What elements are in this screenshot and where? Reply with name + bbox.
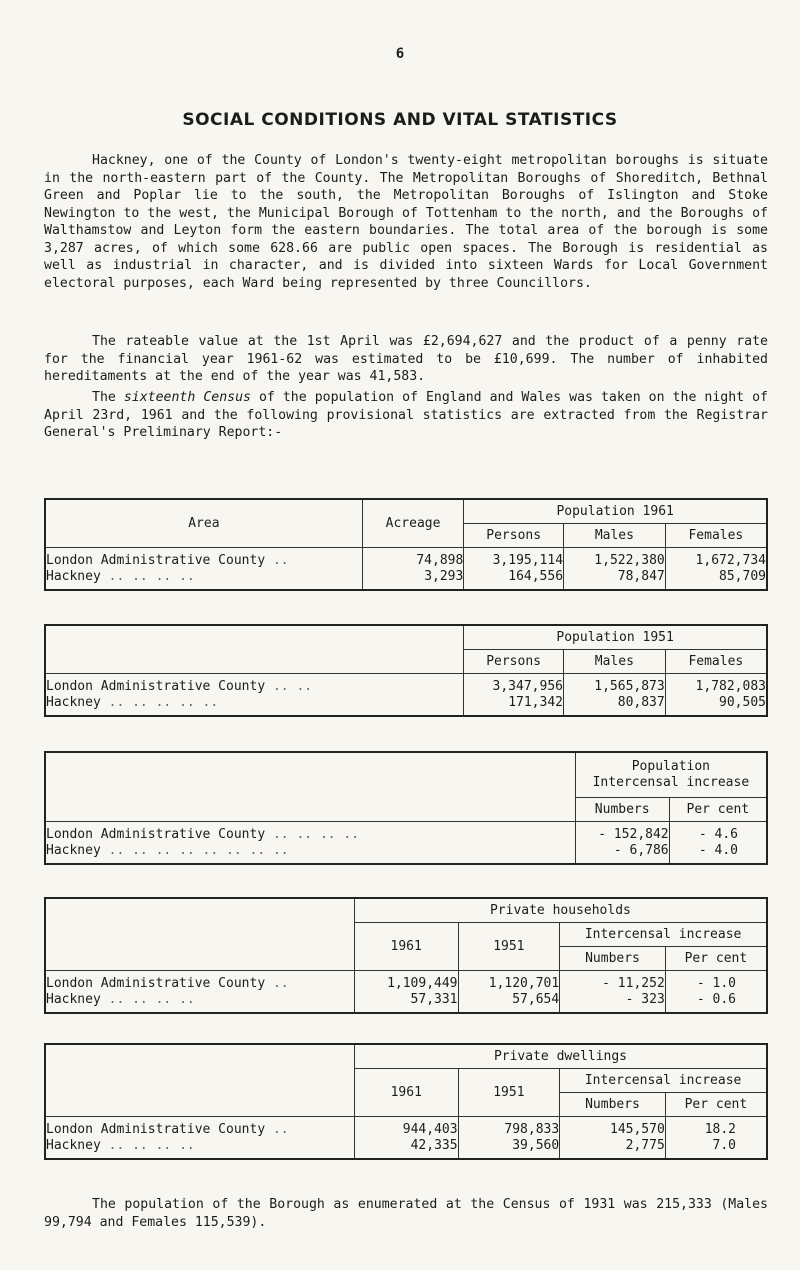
- population-1961-table: [44, 498, 768, 591]
- population-1951-table: [44, 624, 768, 717]
- page-number: 6: [395, 46, 405, 62]
- values-1961: 944,403 42,335: [354, 1117, 458, 1160]
- rateable-value-paragraph: The rateable value at the 1st April was £2,694,627 and the product of a penny rate for the financial year 1961-62 was estimated to be £10,699. The number of inhabited hereditaments at the end of the year was 41,583.: [44, 334, 768, 384]
- persons-values: 3,195,114 164,556: [464, 548, 564, 591]
- header-1951: 1951: [458, 923, 560, 971]
- males-values: 1,522,380 78,847: [564, 548, 666, 591]
- header-numbers: Numbers: [575, 798, 669, 822]
- header-population-1951: Population 1951: [464, 625, 767, 650]
- header-blank: [45, 898, 354, 971]
- header-intercensal-increase: Intercensal increase: [560, 1069, 767, 1093]
- header-population-intercensal: Population Intercensal increase: [575, 752, 767, 798]
- header-females: Females: [665, 524, 767, 548]
- values-1951: 1,120,701 57,654: [458, 971, 560, 1014]
- per-cent-values: - 4.6 - 4.0: [669, 822, 767, 865]
- row-labels: London Administrative County .. .. .. .. Hackney .. .. .. .. .. .. .. ..: [45, 822, 575, 865]
- header-1961: 1961: [354, 923, 458, 971]
- header-numbers: Numbers: [560, 1093, 666, 1117]
- header-population-1961: Population 1961: [464, 499, 767, 524]
- private-dwellings-table: [44, 1043, 768, 1160]
- row-labels: London Administrative County .. .. Hackney .. .. .. .. ..: [45, 674, 464, 717]
- header-numbers: Numbers: [560, 947, 666, 971]
- header-per-cent: Per cent: [665, 1093, 767, 1117]
- intercensal-increase-table: [44, 751, 768, 865]
- header-males: Males: [563, 650, 665, 674]
- header-1951: 1951: [458, 1069, 560, 1117]
- header-acreage: Acreage: [362, 499, 464, 548]
- row-labels: London Administrative County .. Hackney .. .. .. ..: [45, 1117, 354, 1160]
- census-paragraph: The sixteenth Census of the population of England and Wales was taken on the night of April 23rd, 1961 and the following provisional statistics are extracted from the Registrar General's Preliminary Report:-: [44, 390, 768, 440]
- header-per-cent: Per cent: [665, 947, 767, 971]
- numbers-values: - 152,842 - 6,786: [575, 822, 669, 865]
- header-1961: 1961: [354, 1069, 458, 1117]
- section-title: SOCIAL CONDITIONS AND VITAL STATISTICS: [182, 110, 618, 130]
- per-cent-values: - 1.0 - 0.6: [665, 971, 767, 1014]
- census-1931-paragraph: The population of the Borough as enumerated at the Census of 1931 was 215,333 (Males 99,794 and Females 115,539).: [44, 1197, 768, 1230]
- header-blank: [45, 1044, 354, 1117]
- females-values: 1,782,083 90,505: [665, 674, 767, 717]
- per-cent-values: 18.2 7.0: [665, 1117, 767, 1160]
- males-values: 1,565,873 80,837: [563, 674, 665, 717]
- header-blank: [45, 625, 464, 674]
- females-values: 1,672,734 85,709: [665, 548, 767, 591]
- header-area: Area: [45, 499, 362, 548]
- private-households-table: [44, 897, 768, 1014]
- acreage-values: 74,898 3,293: [362, 548, 464, 591]
- row-labels: London Administrative County .. Hackney .. .. .. ..: [45, 548, 362, 591]
- header-persons: Persons: [464, 524, 564, 548]
- header-females: Females: [665, 650, 767, 674]
- header-persons: Persons: [464, 650, 564, 674]
- header-males: Males: [564, 524, 666, 548]
- header-private-dwellings: Private dwellings: [354, 1044, 767, 1069]
- intro-paragraph: Hackney, one of the County of London's twenty-eight metropolitan boroughs is situate in the north-eastern part of the County. The Metropolitan Boroughs of Shoreditch, Bethnal Green and Poplar lie to the south, the Metropolitan Boroughs of Islington and Stoke Newington to the west, the Municipal Borough of Tottenham to the north, and the Boroughs of Walthamstow and Leyton form the eastern boundaries. The total area of the borough is some 3,287 acres, of which some 628.66 are public open spaces. The Borough is residential as well as industrial in character, and is divided into sixteen Wards for Local Government electoral purposes, each Ward being represented by three Councillors.: [44, 153, 768, 291]
- persons-values: 3,347,956 171,342: [464, 674, 564, 717]
- header-blank: [45, 752, 575, 822]
- numbers-values: - 11,252 - 323: [560, 971, 666, 1014]
- values-1961: 1,109,449 57,331: [354, 971, 458, 1014]
- row-labels: London Administrative County .. Hackney .. .. .. ..: [45, 971, 354, 1014]
- census-italic: sixteenth Census: [123, 390, 251, 405]
- values-1951: 798,833 39,560: [458, 1117, 560, 1160]
- header-intercensal-increase: Intercensal increase: [560, 923, 767, 947]
- header-per-cent: Per cent: [669, 798, 767, 822]
- header-private-households: Private households: [354, 898, 767, 923]
- numbers-values: 145,570 2,775: [560, 1117, 666, 1160]
